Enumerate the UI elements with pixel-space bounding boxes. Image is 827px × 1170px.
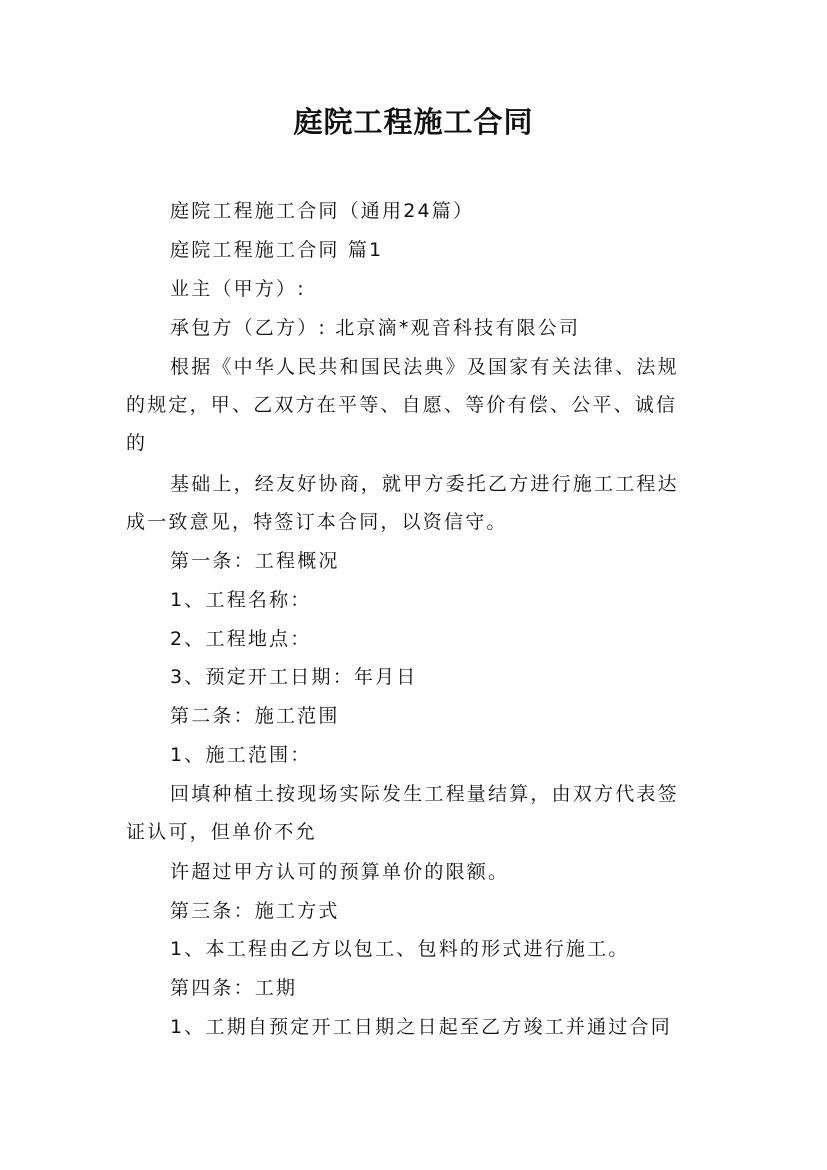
- paragraph-line: 的: [126, 432, 148, 454]
- subtitle-line: 庭院工程施工合同（通用24篇）: [170, 200, 475, 222]
- paragraph-line: 根据《中华人民共和国民法典》及国家有关法律、法规: [170, 356, 679, 378]
- list-item: 1、工期自预定开工日期之日起至乙方竣工并通过合同: [170, 1016, 672, 1038]
- list-item: 2、工程地点：: [170, 628, 312, 650]
- paragraph-line: 证认可，但单价不允: [126, 821, 317, 843]
- paragraph-line: 基础上，经友好协商，就甲方委托乙方进行施工工程达: [170, 473, 679, 495]
- paragraph-line: 成一致意见，特签订本合同，以资信守。: [126, 511, 508, 533]
- party-b-line: 承包方（乙方）: 北京滴*观音科技有限公司: [170, 317, 581, 339]
- list-item: 3、预定开工日期：年月日: [170, 666, 418, 688]
- section-heading: 庭院工程施工合同 篇1: [170, 239, 384, 261]
- party-a-line: 业主（甲方）:: [170, 278, 306, 300]
- list-item: 1、施工范围：: [170, 744, 312, 766]
- article-heading: 第三条：施工方式: [170, 900, 340, 922]
- article-heading: 第二条：施工范围: [170, 705, 340, 727]
- article-heading: 第一条：工程概况: [170, 550, 340, 572]
- paragraph-line: 的规定，甲、乙双方在平等、自愿、等价有偿、公平、诚信: [126, 394, 678, 416]
- list-item: 1、工程名称：: [170, 589, 312, 611]
- list-item: 1、本工程由乙方以包工、包料的形式进行施工。: [170, 938, 630, 960]
- document-title: 庭院工程施工合同: [293, 105, 534, 139]
- article-heading: 第四条：工期: [170, 977, 298, 999]
- paragraph-line: 回填种植土按现场实际发生工程量结算，由双方代表签: [170, 783, 679, 805]
- paragraph-line: 许超过甲方认可的预算单价的限额。: [170, 861, 510, 883]
